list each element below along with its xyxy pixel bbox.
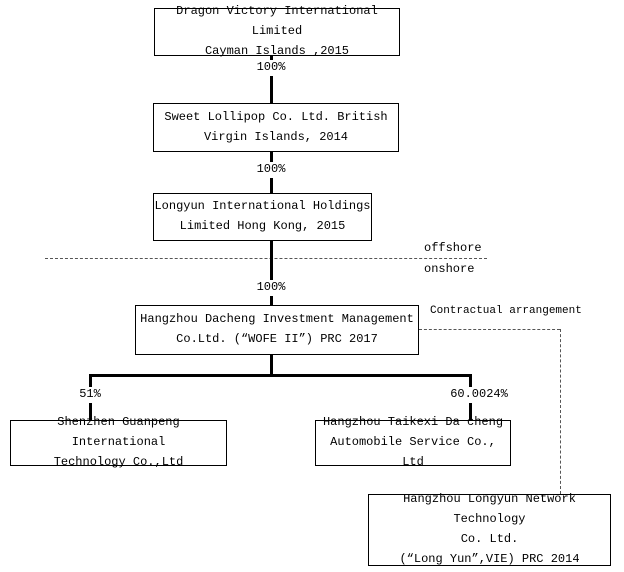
contractual-dashed-line-horizontal: [419, 329, 560, 330]
offshore-onshore-divider-line: [45, 258, 487, 259]
branch-horizontal-line: [89, 374, 472, 377]
node-text-line: (“Long Yun”,VIE) PRC 2014: [399, 551, 580, 566]
node-longyun-international: [153, 193, 372, 241]
node-text-line: Hangzhou Dacheng Investment Management: [140, 312, 414, 327]
node-text-line: Sweet Lollipop Co. Ltd. British: [164, 109, 388, 124]
node-text-line: Hangzhou Taikexi Da cheng: [322, 415, 504, 430]
ownership-pct-taikexi: 60.0024%: [442, 387, 516, 403]
node-text-line: Co. Ltd.: [460, 532, 519, 546]
node-hangzhou-taikexi: [315, 415, 511, 469]
contractual-arrangement-label: Contractual arrangement: [430, 305, 582, 317]
node-dragon-victory: [154, 4, 400, 58]
ownership-pct-sweet-longyun: 100%: [248, 162, 294, 178]
contractual-dashed-line-vertical: [560, 329, 561, 494]
ownership-pct-longyun-wofe: 100%: [248, 280, 294, 296]
node-text-line: Cayman Islands ,2015: [204, 43, 350, 58]
ownership-pct-dragon-sweet: 100%: [248, 60, 294, 76]
node-shenzhen-guanpeng: [10, 415, 227, 469]
offshore-label: offshore: [424, 241, 482, 255]
node-hangzhou-longyun-vie: [368, 494, 611, 566]
connector-longyun-wofe: [270, 240, 273, 306]
node-text-line: Hangzhou Longyun Network Technology: [403, 492, 576, 527]
connector-wofe-branch: [270, 354, 273, 376]
node-text-line: Dragon Victory International Limited: [176, 4, 378, 39]
onshore-label: onshore: [424, 262, 475, 276]
node-sweet-lollipop: [153, 103, 399, 152]
node-text-line: Limited Hong Kong, 2015: [179, 219, 346, 233]
node-hangzhou-dacheng-wofe: [135, 305, 419, 355]
node-text-line: Longyun International Holdings: [154, 199, 371, 214]
node-text-line: Virgin Islands, 2014: [203, 129, 349, 144]
node-text-line: Automobile Service Co., Ltd: [330, 435, 496, 469]
ownership-pct-shenzhen: 51%: [68, 387, 112, 403]
node-text-line: Shenzhen Guanpeng International: [57, 415, 180, 450]
node-text-line: Technology Co.,Ltd: [53, 454, 184, 469]
node-text-line: Co.Ltd. (“WOFE II”) PRC 2017: [176, 332, 378, 346]
